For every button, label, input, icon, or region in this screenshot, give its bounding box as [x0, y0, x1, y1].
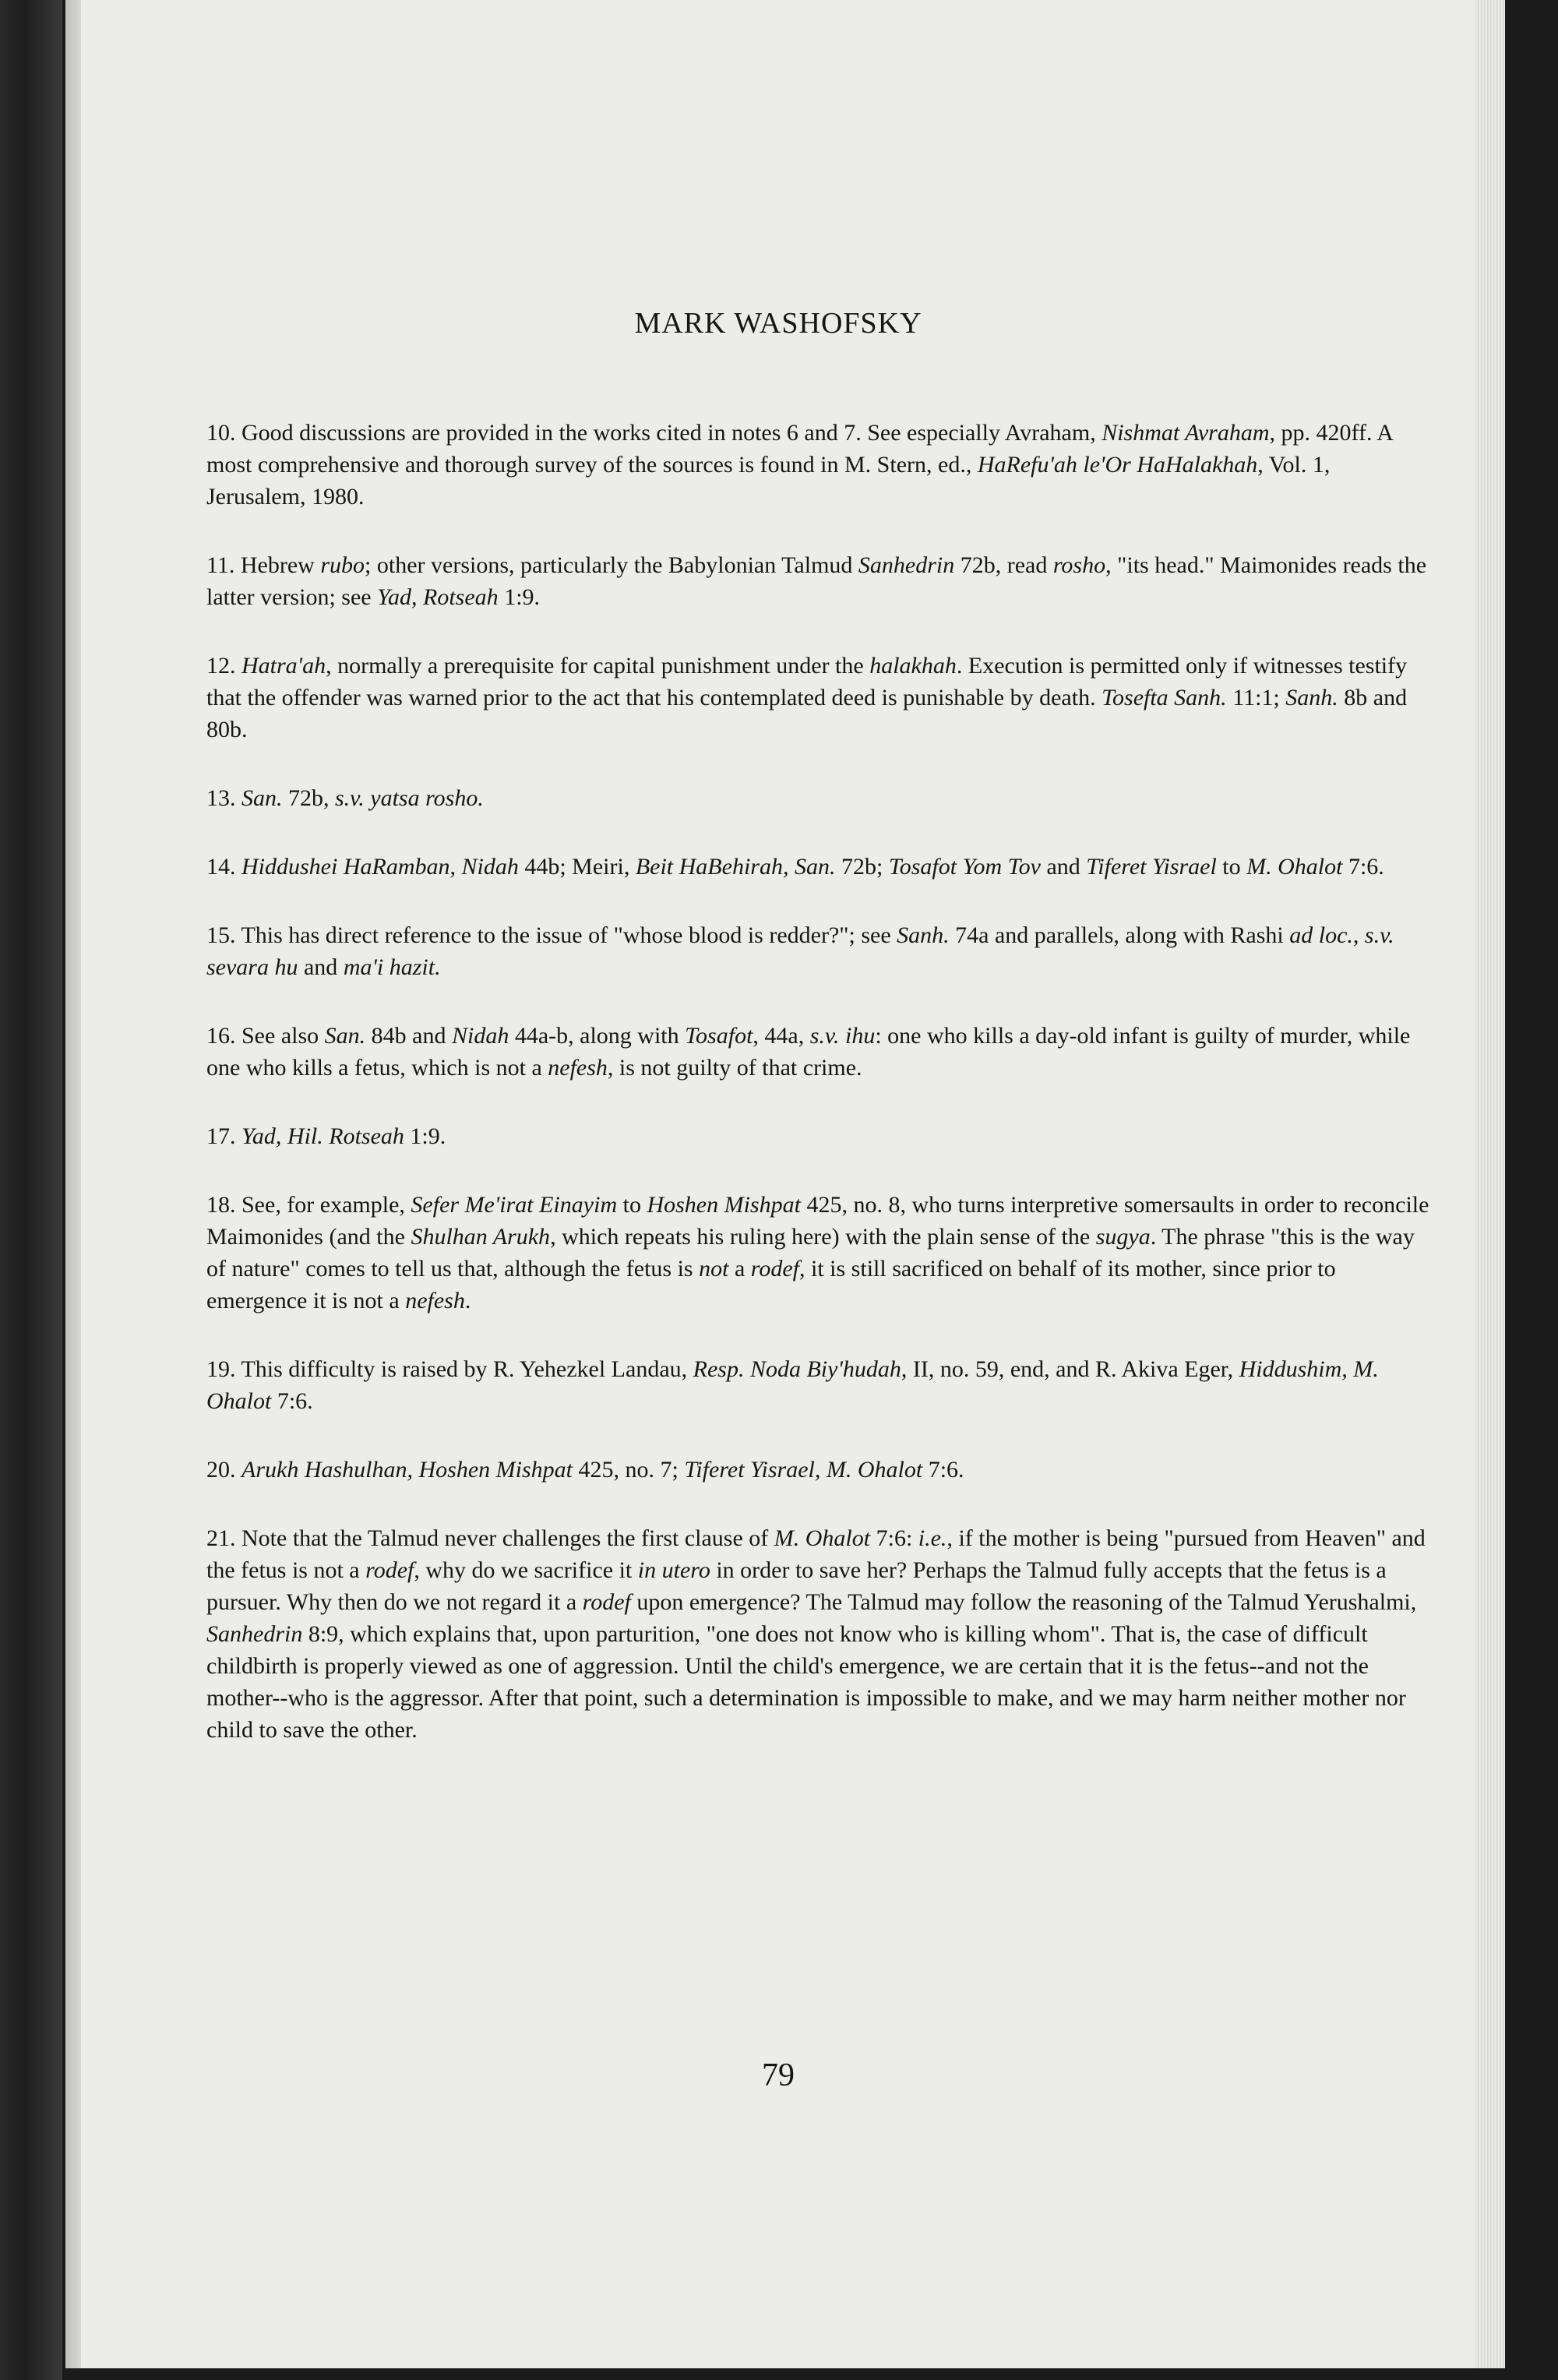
page-number: 79 — [762, 2057, 795, 2093]
note-13: 13. San. 72b, s.v. yatsa rosho. — [206, 785, 484, 811]
note-19: 19. This difficulty is raised by R. Yehezkel Landau, Resp. Noda Biy'hudah, II, no. 59, end, and R. Akiva Eger, Hiddushim, M. Ohalot 7:6. — [206, 1356, 1379, 1414]
note-20: 20. Arukh Hashulhan, Hoshen Mishpat 425, no. 7; Tiferet Yisrael, M. Ohalot 7:6. — [206, 1457, 964, 1483]
running-header: MARK WASHOFSKY — [634, 307, 922, 340]
note-11: 11. Hebrew rubo; other versions, particularly the Babylonian Talmud Sanhedrin 72b, read rosho, "its head." Maimonides reads the latter version; see Yad, Rotseah 1:9. — [206, 552, 1427, 610]
note-18: 18. See, for example, Sefer Me'irat Einayim to Hoshen Mishpat 425, no. 8, who turns interpretive somersaults in order to reconcile Maimonides (and the Shulhan Arukh, which repeats his ruling here) with the plain sense of the sugya. The phrase "this is the way of nature" comes to tell us that, although the fetus is not a rodef, it is still sacrificed on behalf of its mother, since prior to emergence it is not a nefesh. — [206, 1192, 1429, 1313]
endnotes — [206, 417, 1433, 1782]
note-12: 12. Hatra'ah, normally a prerequisite for capital punishment under the halakhah. Execution is permitted only if witnesses testify that the offender was warned prior to the act that his contemplated deed is punishable by death. Tosefta Sanh. 11:1; Sanh. 8b and 80b. — [206, 653, 1408, 742]
page-stack-edges — [1472, 0, 1505, 2368]
note-16: 16. See also San. 84b and Nidah 44a-b, along with Tosafot, 44a, s.v. ihu: one who kills a day-old infant is guilty of murder, while one who kills a fetus, which is not a nefesh, is not guilty of that crime. — [206, 1023, 1411, 1081]
note-14: 14. Hiddushei HaRamban, Nidah 44b; Meiri, Beit HaBehirah, San. 72b; Tosafot Yom Tov and Tiferet Yisrael to M. Ohalot 7:6. — [206, 854, 1384, 880]
note-15: 15. This has direct reference to the issue of "whose blood is redder?"; see Sanh. 74a and parallels, along with Rashi ad loc., s.v. sevara hu and ma'i hazit. — [206, 922, 1394, 980]
book-spine-edge — [0, 0, 62, 2380]
note-10: 10. Good discussions are provided in the works cited in notes 6 and 7. See especially Avraham, Nishmat Avraham, pp. 420ff. A most comprehensive and thorough survey of the sources is found in M. Stern, ed., HaRefu'ah le'Or HaHalakhah, Vol. 1, Jerusalem, 1980. — [206, 420, 1393, 509]
book-page — [81, 0, 1475, 2368]
note-21: 21. Note that the Talmud never challenges the first clause of M. Ohalot 7:6: i.e., if the mother is being "pursued from Heaven" and the fetus is not a rodef, why do we sacrifice it in utero in order to save her? Perhaps the Talmud fully accepts that the fetus is a pursuer. Why then do we not regard it a rodef upon emergence? The Talmud may follow the reasoning of the Talmud Yerushalmi, Sanhedrin 8:9, which explains that, upon parturition, "one does not know who is killing whom". That is, the case of difficult childbirth is properly viewed as one of aggression. Until the child's emergence, we are certain that it is the fetus--and not the mother--who is the aggressor. After that point, such a determination is impossible to make, and we may harm neither mother nor child to save the other. — [206, 1525, 1426, 1743]
note-17: 17. Yad, Hil. Rotseah 1:9. — [206, 1123, 446, 1149]
